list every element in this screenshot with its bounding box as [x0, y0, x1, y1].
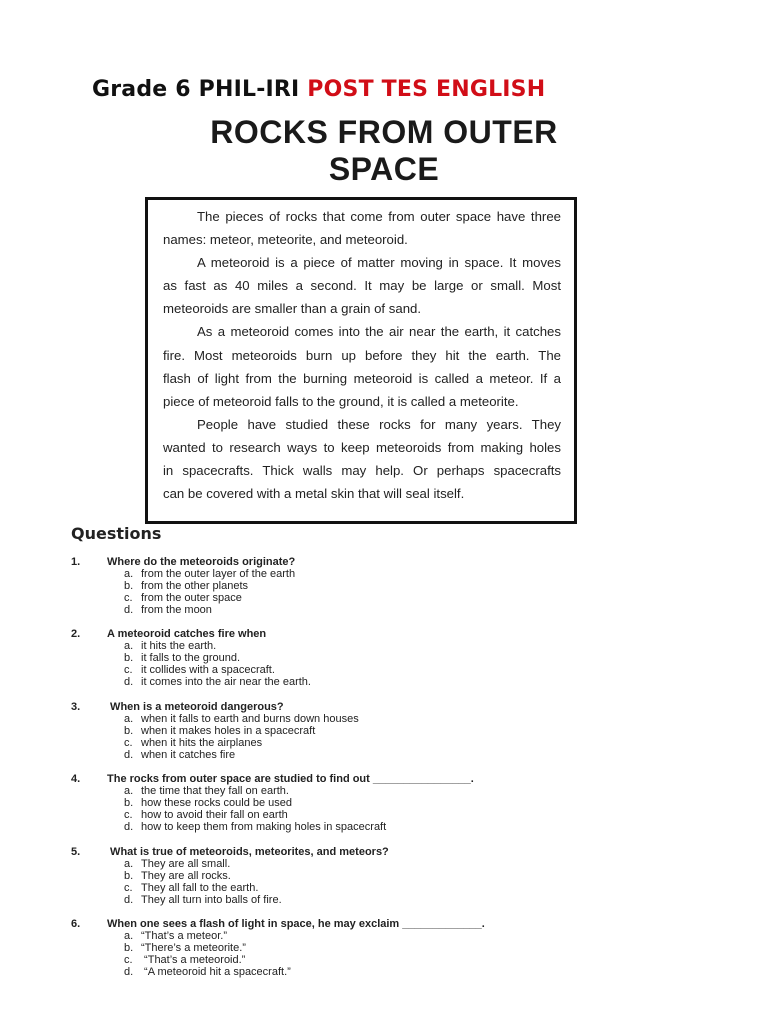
- answer-option: [71, 785, 671, 797]
- option-letter: c.: [124, 809, 133, 821]
- passage-paragraph: [163, 320, 561, 412]
- option-text: it comes into the air near the earth.: [141, 676, 311, 688]
- answer-option: [71, 725, 671, 737]
- option-text: how to avoid their fall on earth: [141, 809, 288, 821]
- option-text: from the outer space: [141, 592, 242, 604]
- option-text: when it catches fire: [141, 749, 236, 761]
- answer-option: [71, 966, 671, 978]
- answer-option: [71, 821, 671, 833]
- option-letter: a.: [124, 858, 134, 870]
- passage-line: fire. Most meteoroids burn up before they hit the earth. The: [163, 347, 561, 363]
- question-item: [71, 918, 671, 978]
- passage-line: as fast as 40 miles a second. It may be large or small. Most: [163, 278, 561, 294]
- answer-option: [71, 894, 671, 906]
- option-text: when it makes holes in a spacecraft: [141, 725, 316, 737]
- option-text: when it falls to earth and burns down houses: [141, 713, 359, 725]
- option-letter: d.: [124, 749, 134, 761]
- answer-option: [71, 737, 671, 749]
- question-stem: [71, 556, 671, 568]
- question-number: 2.: [71, 628, 81, 640]
- answer-option: [71, 592, 671, 604]
- answer-option: [71, 882, 671, 894]
- passage-paragraph: [163, 251, 561, 320]
- question-stem: [71, 773, 671, 785]
- answer-option: [71, 604, 671, 616]
- header-test-label: POST TES ENGLISH: [307, 77, 546, 102]
- answer-option: [71, 640, 671, 652]
- option-text: it collides with a spacecraft.: [141, 664, 275, 676]
- question-text: When is a meteoroid dangerous?: [107, 701, 284, 713]
- option-letter: a.: [124, 568, 134, 580]
- passage-paragraph: [163, 413, 561, 505]
- answer-option: [71, 954, 671, 966]
- question-number: 3.: [71, 701, 81, 713]
- option-letter: c.: [124, 592, 133, 604]
- passage-line: piece of meteoroid falls to the ground, it is called a meteorite.: [163, 393, 519, 409]
- question-number: 4.: [71, 773, 81, 785]
- option-letter: a.: [124, 785, 134, 797]
- answer-option: [71, 652, 671, 664]
- option-letter: d.: [124, 604, 134, 616]
- option-letter: d.: [124, 676, 134, 688]
- question-number: 5.: [71, 846, 81, 858]
- answer-option: [71, 797, 671, 809]
- option-letter: c.: [124, 737, 133, 749]
- question-number: 1.: [71, 556, 81, 568]
- question-item: [71, 556, 671, 616]
- question-stem: [71, 628, 671, 640]
- worksheet-header: [92, 77, 545, 102]
- option-text: “There’s a meteorite.”: [141, 942, 246, 954]
- questions-heading: Questions: [71, 524, 162, 543]
- question-number: 6.: [71, 918, 81, 930]
- option-letter: b.: [124, 797, 134, 809]
- option-text: They are all rocks.: [141, 870, 231, 882]
- answer-option: [71, 942, 671, 954]
- answer-option: [71, 713, 671, 725]
- option-letter: c.: [124, 664, 133, 676]
- passage-line: As a meteoroid comes into the air near the earth, it catches: [197, 324, 561, 340]
- answer-option: [71, 858, 671, 870]
- option-letter: a.: [124, 713, 134, 725]
- answer-option: [71, 749, 671, 761]
- option-letter: b.: [124, 725, 134, 737]
- option-text: the time that they fall on earth.: [141, 785, 289, 797]
- option-text: how to keep them from making holes in spacecraft: [141, 821, 387, 833]
- passage-line: People have studied these rocks for many years. They: [197, 416, 561, 432]
- passage-paragraph: [163, 205, 561, 251]
- story-title-line-1: ROCKS FROM OUTER: [210, 114, 558, 150]
- question-text: Where do the meteoroids originate?: [107, 556, 296, 568]
- option-text: from the moon: [141, 604, 212, 616]
- option-text: it falls to the ground.: [141, 652, 241, 664]
- passage-line: The pieces of rocks that come from outer space have three: [197, 209, 561, 224]
- option-text: They all turn into balls of fire.: [141, 894, 282, 906]
- passage-line: flash of light from the burning meteoroid is called a meteor. If a: [163, 370, 561, 386]
- option-text: when it hits the airplanes: [141, 737, 263, 749]
- option-text: how these rocks could be used: [141, 797, 293, 809]
- option-text: They are all small.: [141, 858, 231, 870]
- option-letter: d.: [124, 966, 134, 978]
- answer-option: [71, 664, 671, 676]
- story-title-line-2: SPACE: [328, 151, 440, 187]
- question-item: [71, 701, 671, 761]
- answer-option: [71, 676, 671, 688]
- option-text: it hits the earth.: [141, 640, 217, 652]
- option-text: “That’s a meteor.”: [141, 930, 227, 942]
- story-title: [100, 114, 668, 188]
- question-text: A meteoroid catches fire when: [107, 628, 267, 640]
- option-text: “That’s a meteoroid.”: [141, 954, 246, 966]
- answer-option: [71, 870, 671, 882]
- answer-option: [71, 809, 671, 821]
- option-text: from the other planets: [141, 580, 249, 592]
- question-text: When one sees a flash of light in space, he may exclaim _____________.: [107, 918, 485, 930]
- passage-line: in spacecrafts. Thick walls may help. Or perhaps spacecrafts: [163, 463, 561, 479]
- option-text: from the outer layer of the earth: [141, 568, 296, 580]
- question-text: What is true of meteoroids, meteorites, and meteors?: [107, 846, 389, 858]
- question-item: [71, 846, 671, 906]
- reading-passage: [163, 205, 561, 505]
- option-letter: b.: [124, 870, 134, 882]
- answer-option: [71, 568, 671, 580]
- option-text: “A meteoroid hit a spacecraft.”: [141, 966, 291, 978]
- option-letter: b.: [124, 942, 134, 954]
- option-letter: c.: [124, 882, 133, 894]
- option-letter: a.: [124, 930, 134, 942]
- option-letter: a.: [124, 640, 134, 652]
- answer-option: [71, 580, 671, 592]
- passage-line: names: meteor, meteorite, and meteoroid.: [163, 232, 408, 248]
- passage-line: A meteoroid is a piece of matter moving in space. It moves: [197, 255, 561, 271]
- question-stem: [71, 846, 671, 858]
- question-item: [71, 628, 671, 688]
- passage-line: wanted to research ways to keep meteoroids from making holes: [163, 439, 561, 455]
- header-grade-label: Grade 6 PHIL-IRI: [92, 77, 308, 102]
- option-text: They all fall to the earth.: [141, 882, 259, 894]
- question-stem: [71, 918, 671, 930]
- passage-line: meteoroids are smaller than a grain of sand.: [163, 301, 422, 317]
- answer-option: [71, 930, 671, 942]
- option-letter: c.: [124, 954, 133, 966]
- question-stem: [71, 701, 671, 713]
- question-item: [71, 773, 671, 833]
- passage-line: can be covered with a metal skin that will seal itself.: [163, 486, 465, 502]
- option-letter: d.: [124, 821, 134, 833]
- question-text: The rocks from outer space are studied to find out ________________.: [107, 773, 474, 785]
- option-letter: b.: [124, 652, 134, 664]
- option-letter: b.: [124, 580, 134, 592]
- option-letter: d.: [124, 894, 134, 906]
